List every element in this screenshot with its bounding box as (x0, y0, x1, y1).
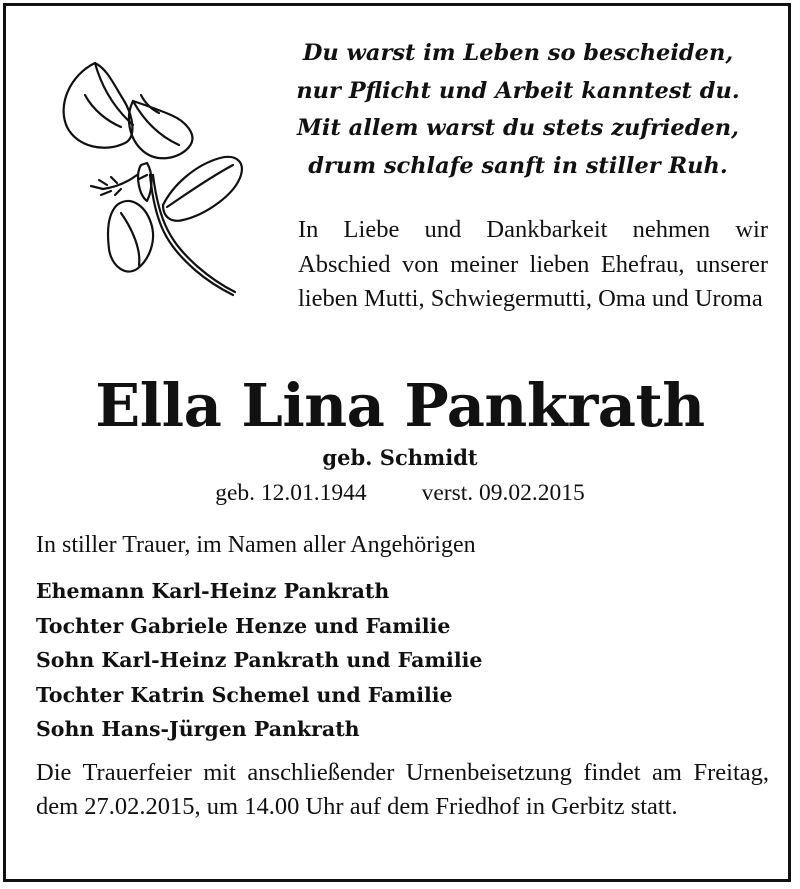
poem-line: Mit allem warst du stets zufrieden, (297, 115, 739, 141)
family-list (36, 574, 776, 747)
family-member: Tochter Gabriele Henze und Familie (36, 613, 451, 638)
deceased-name: Ella Lina Pankrath (95, 371, 705, 440)
farewell-intro: In Liebe und Dankbarkeit nehmen wir Abschied von meiner lieben Ehefrau, unserer lieben Mutti, Schwiegermutti, Oma und Uroma (298, 216, 768, 312)
poem-line: drum schlafe sanft in stiller Ruh. (308, 152, 728, 179)
memorial-poem (268, 35, 768, 185)
mourning-line: In stiller Trauer, im Namen aller Angehörigen (36, 532, 476, 558)
death-date: verst. 09.02.2015 (421, 480, 585, 506)
poem-line: Du warst im Leben so bescheiden, (302, 40, 734, 66)
poem-line: nur Pflicht und Arbeit kanntest du. (296, 77, 740, 104)
family-member: Sohn Hans-Jürgen Pankrath (36, 717, 360, 741)
family-member: Ehemann Karl-Heinz Pankrath (36, 579, 390, 603)
life-dates (0, 477, 800, 509)
family-member: Tochter Katrin Schemel und Familie (36, 682, 453, 707)
calla-lily-icon (55, 55, 245, 315)
birth-date: geb. 12.01.1944 (215, 480, 367, 506)
family-member: Sohn Karl-Heinz Pankrath und Familie (36, 648, 483, 672)
funeral-notice: Die Trauerfeier mit anschließender Urnenbeisetzung findet am Freitag, dem 27.02.2015, um 14.00 Uhr auf dem Friedhof in Gerbitz statt. (36, 759, 769, 820)
maiden-name: geb. Schmidt (322, 445, 478, 470)
